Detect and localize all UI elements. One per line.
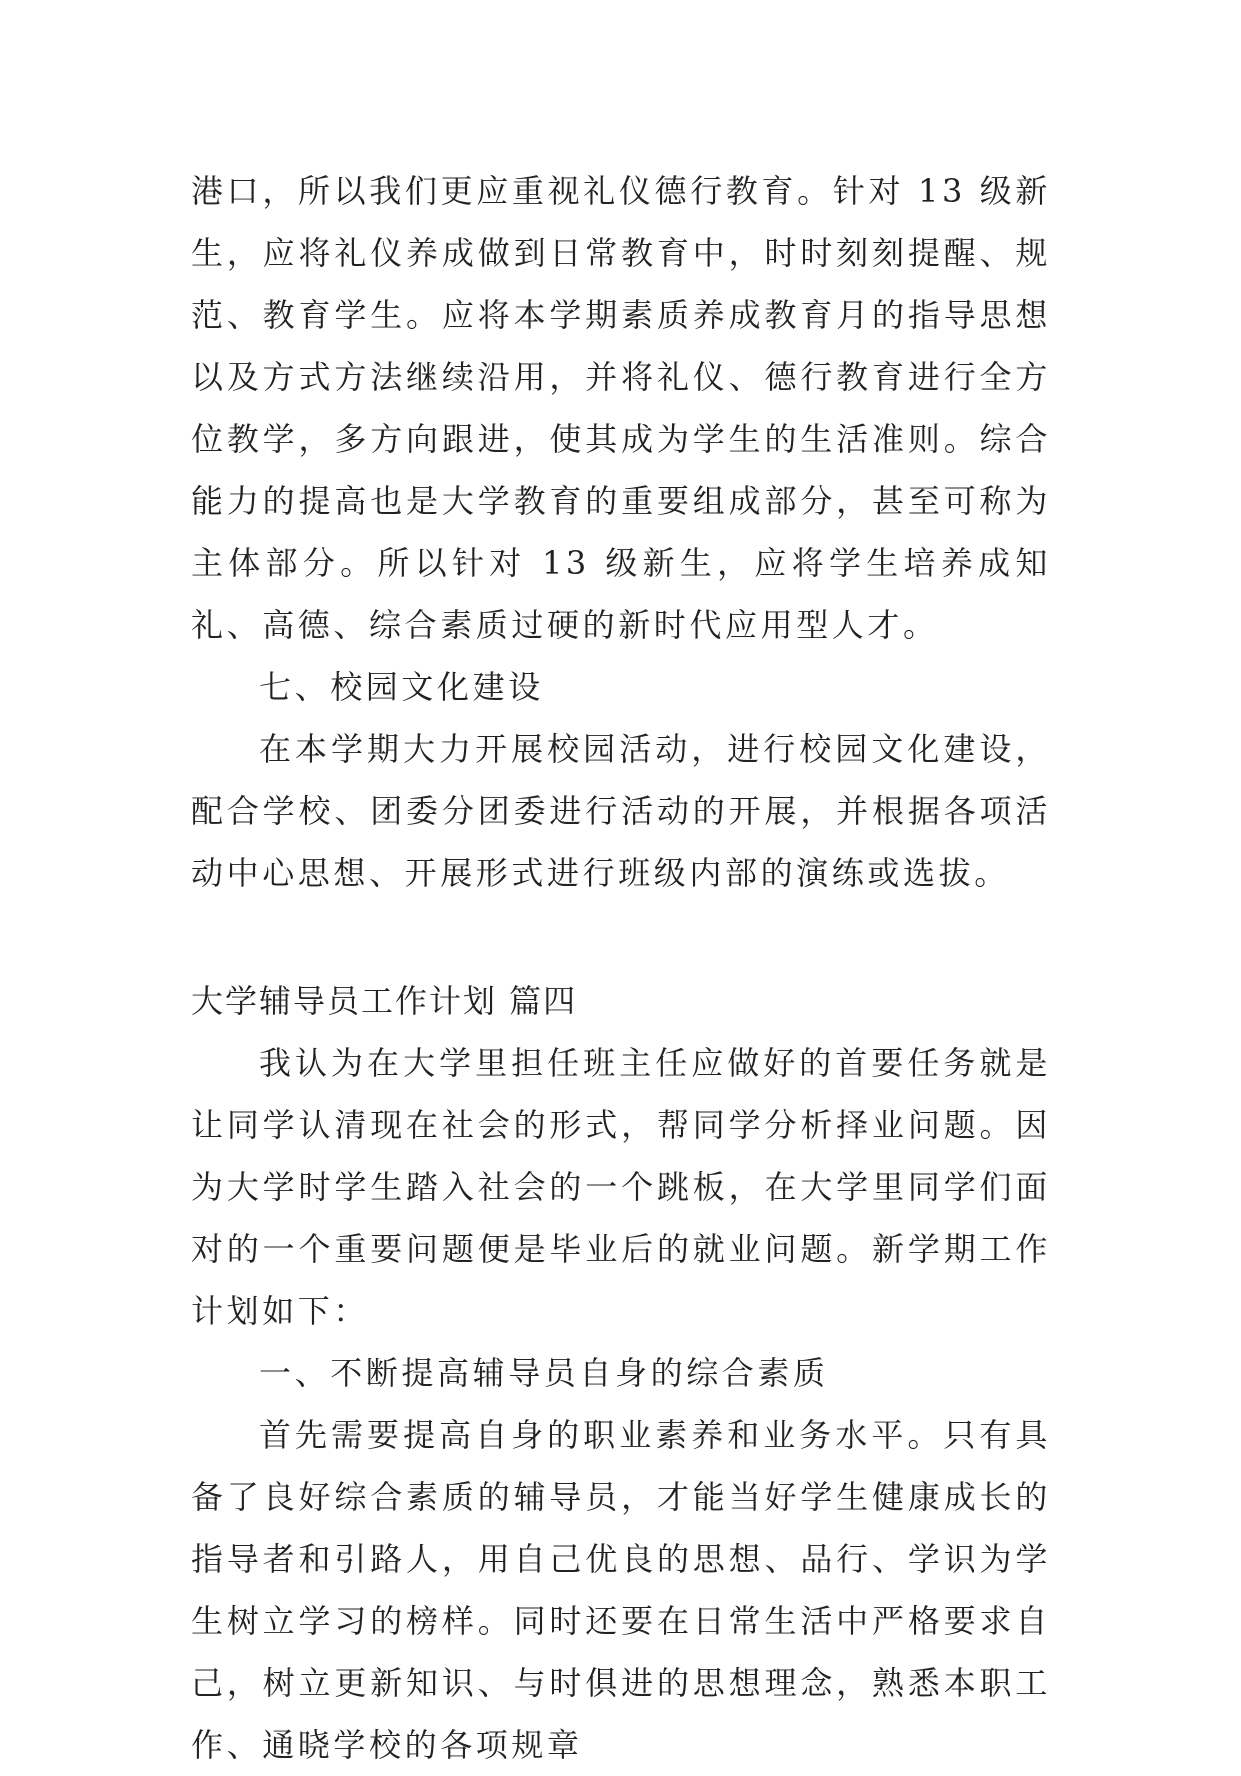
section-divider-space [191,904,1051,970]
section-title: 大学辅导员工作计划 篇四 [191,982,578,1020]
heading-improve-quality: 一、不断提高辅导员自身的综合素质 [259,1354,829,1392]
paragraph-class-advisor-task: 我认为在大学里担任班主任应做好的首要任务就是让同学认清现在社会的形式，帮同学分析择业问题。因为大学时学生踏入社会的一个跳板，在大学里同学们面对的一个重要问题便是毕业后的就业问题。新学期工作计划如下： [191,1044,1051,1330]
paragraph-professional-quality: 首先需要提高自身的职业素养和业务水平。只有具备了良好综合素质的辅导员，才能当好学生健康成长的指导者和引路人，用自己优良的思想、品行、学识为学生树立学习的榜样。同时还要在日常生活中严格要求自己，树立更新知识、与时俱进的思想理念，熟悉本职工作、通晓学校的各项规章 [191,1416,1051,1764]
heading-campus-culture: 七、校园文化建设 [259,668,544,706]
paragraph-campus-activities: 在本学期大力开展校园活动，进行校园文化建设，配合学校、团委分团委进行活动的开展，并根据各项活动中心思想、开展形式进行班级内部的演练或选拔。 [191,730,1051,892]
paragraph-etiquette-education: 港口，所以我们更应重视礼仪德行教育。针对 13 级新生，应将礼仪养成做到日常教育中，时时刻刻提醒、规范、教育学生。应将本学期素质养成教育月的指导思想以及方式方法继续沿用，并将礼仪、德行教育进行全方位教学，多方向跟进，使其成为学生的生活准则。综合能力的提高也是大学教育的重要组成部分，甚至可称为主体部分。所以针对 13 级新生，应将学生培养成知礼、高德、综合素质过硬的新时代应用型人才。 [191,172,1051,644]
document-body [191,160,1051,1776]
